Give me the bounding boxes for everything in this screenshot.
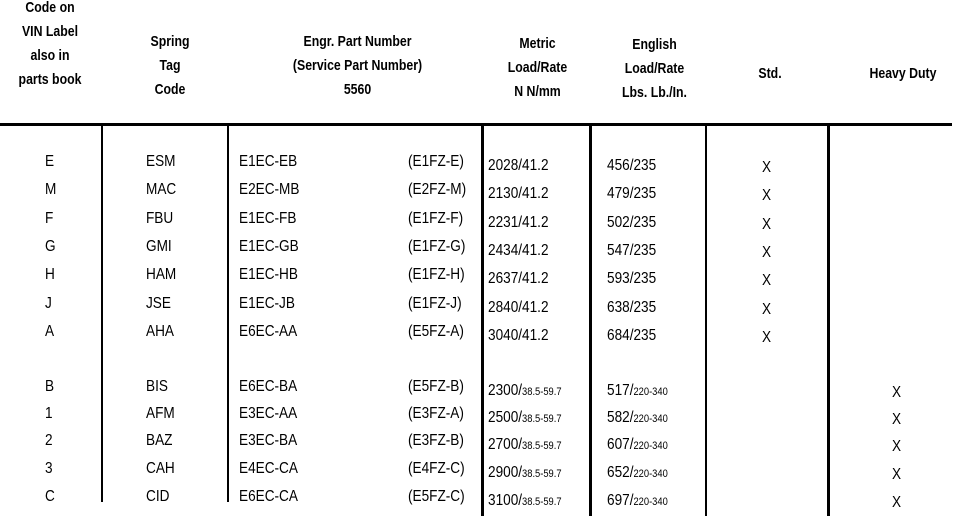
cell-code-value: 1 (45, 405, 53, 422)
cell-spring-tag (146, 459, 175, 479)
cell-service-part-value: (E1FZ-H) (408, 266, 465, 283)
cell-engr-part (239, 294, 295, 314)
cell-code (45, 209, 53, 229)
cell-english (607, 491, 668, 512)
cell-engr-part (239, 377, 297, 397)
cell-metric (488, 491, 562, 512)
cell-english-value: 479/235 (607, 185, 657, 202)
cell-metric-value: 2637/41.2 (488, 270, 549, 287)
cell-engr-part-value: E6EC-AA (239, 323, 298, 340)
cell-engr-part-value: E1EC-GB (239, 238, 299, 255)
header-std-line1: Std. (758, 65, 782, 82)
cell-metric-value: 3100/ (488, 492, 523, 509)
cell-metric-value: 2900/ (488, 464, 523, 481)
header-engr-line2: (Service Part Number) (292, 57, 423, 74)
cell-spring-tag-value: AFM (146, 405, 175, 422)
cell-engr-part-value: E1EC-EB (239, 153, 298, 170)
cell-metric-value: 2231/41.2 (488, 214, 549, 231)
cell-english (607, 408, 668, 429)
header-engr (269, 30, 445, 102)
cell-std-value: X (762, 272, 772, 289)
cell-code-value: E (45, 153, 55, 170)
cell-spring-tag (146, 265, 176, 285)
cell-code-value: 2 (45, 432, 53, 449)
cell-heavy-duty-value: X (892, 466, 902, 483)
cell-engr-part (239, 404, 297, 424)
cell-heavy-duty (892, 383, 901, 403)
cell-std (762, 243, 771, 263)
cell-std-value: X (762, 301, 772, 318)
cell-english-rate-range: 220-340 (633, 468, 668, 480)
cell-service-part (408, 431, 464, 451)
cell-code-value: M (45, 181, 57, 198)
cell-service-part-value: (E4FZ-C) (408, 460, 465, 477)
cell-english-value: 607/ (607, 436, 634, 453)
cell-heavy-duty-value: X (892, 384, 902, 401)
cell-service-part-value: (E5FZ-C) (408, 488, 465, 505)
col-rule-6 (827, 126, 830, 516)
cell-english-value: 502/235 (607, 214, 657, 231)
header-engr-line1: Engr. Part Number (303, 33, 412, 50)
cell-heavy-duty (892, 493, 901, 513)
cell-english-value: 456/235 (607, 157, 657, 174)
cell-spring-tag (146, 294, 171, 314)
cell-service-part (408, 404, 464, 424)
cell-spring-tag (146, 487, 169, 507)
cell-metric-value: 2500/ (488, 409, 523, 426)
cell-std-value: X (762, 244, 772, 261)
cell-spring-tag-value: HAM (146, 266, 177, 283)
cell-spring-tag-value: CID (146, 488, 170, 505)
header-heavy (858, 62, 948, 86)
cell-english-value: 697/ (607, 492, 634, 509)
cell-std-value: X (762, 159, 772, 176)
cell-std (762, 186, 771, 206)
cell-code-value: H (45, 266, 55, 283)
cell-engr-part-value: E2EC-MB (239, 181, 300, 198)
cell-metric (488, 241, 549, 261)
cell-english-value: 684/235 (607, 327, 657, 344)
cell-engr-part-value: E4EC-CA (239, 460, 298, 477)
cell-heavy-duty-value: X (892, 411, 902, 428)
cell-code-value: B (45, 378, 55, 395)
cell-service-part-value: (E1FZ-G) (408, 238, 466, 255)
cell-spring-tag (146, 431, 172, 451)
cell-metric-rate-range: 38.5-59.7 (522, 468, 562, 480)
cell-spring-tag-value: AHA (146, 323, 174, 340)
header-metric (494, 32, 580, 104)
cell-metric-value: 2840/41.2 (488, 299, 549, 316)
cell-code-value: A (45, 323, 55, 340)
cell-english (607, 269, 656, 289)
header-spring-line3: Code (154, 81, 186, 98)
header-english (607, 33, 701, 105)
cell-engr-part (239, 487, 298, 507)
cell-metric-value: 2130/41.2 (488, 185, 549, 202)
header-english-line1: English (632, 36, 677, 53)
cell-spring-tag (146, 377, 168, 397)
cell-metric-rate-range: 38.5-59.7 (522, 496, 562, 508)
cell-english-value: 593/235 (607, 270, 657, 287)
cell-spring-tag-value: BAZ (146, 432, 173, 449)
header-rule (0, 123, 952, 126)
cell-english-rate-range: 220-340 (633, 496, 668, 508)
cell-english (607, 184, 656, 204)
header-spring-line2: Tag (159, 57, 181, 74)
cell-engr-part (239, 237, 299, 257)
header-code-line1: Code on (25, 0, 75, 16)
cell-english-value: 582/ (607, 409, 634, 426)
cell-code-value: G (45, 238, 56, 255)
cell-spring-tag-value: MAC (146, 181, 177, 198)
header-code (13, 0, 87, 92)
cell-spring-tag (146, 237, 172, 257)
cell-metric (488, 156, 549, 176)
cell-english (607, 463, 668, 484)
cell-heavy-duty (892, 465, 901, 485)
header-metric-line1: Metric (519, 35, 556, 52)
cell-std (762, 328, 771, 348)
cell-metric-value: 2300/ (488, 382, 523, 399)
cell-code (45, 265, 55, 285)
cell-service-part (408, 322, 464, 342)
cell-english-value: 517/ (607, 382, 634, 399)
cell-engr-part (239, 431, 297, 451)
cell-code (45, 404, 53, 424)
cell-service-part (408, 377, 464, 397)
cell-engr-part-value: E1EC-FB (239, 210, 297, 227)
cell-english (607, 213, 656, 233)
header-metric-line2: Load/Rate (507, 59, 568, 76)
cell-std (762, 215, 771, 235)
col-rule-4 (589, 126, 592, 516)
cell-heavy-duty (892, 410, 901, 430)
cell-engr-part (239, 322, 297, 342)
cell-service-part (408, 180, 466, 200)
cell-std-value: X (762, 187, 772, 204)
header-spring (129, 30, 211, 102)
header-std (745, 62, 794, 86)
cell-code (45, 459, 53, 479)
cell-service-part (408, 459, 465, 479)
cell-metric (488, 326, 549, 346)
header-english-line2: Load/Rate (624, 60, 685, 77)
cell-english-rate-range: 220-340 (633, 386, 668, 398)
header-code-line4: parts book (18, 71, 82, 88)
cell-service-part-value: (E1FZ-E) (408, 153, 464, 170)
cell-std (762, 158, 771, 178)
cell-metric-rate-range: 38.5-59.7 (522, 386, 562, 398)
cell-spring-tag (146, 322, 174, 342)
cell-spring-tag-value: CAH (146, 460, 175, 477)
cell-code-value: J (45, 295, 52, 312)
cell-english (607, 298, 656, 318)
cell-metric-rate-range: 38.5-59.7 (522, 440, 562, 452)
cell-std (762, 300, 771, 320)
cell-code (45, 152, 54, 172)
col-rule-1 (101, 126, 103, 502)
cell-code (45, 377, 54, 397)
cell-service-part-value: (E3FZ-B) (408, 432, 464, 449)
cell-engr-part-value: E3EC-AA (239, 405, 298, 422)
cell-spring-tag-value: ESM (146, 153, 176, 170)
cell-metric-value: 2028/41.2 (488, 157, 549, 174)
header-code-line2: VIN Label (21, 23, 79, 40)
cell-service-part (408, 237, 465, 257)
cell-service-part (408, 487, 465, 507)
cell-engr-part (239, 265, 298, 285)
cell-service-part (408, 209, 463, 229)
cell-metric-rate-range: 38.5-59.7 (522, 413, 562, 425)
header-heavy-line1: Heavy Duty (869, 65, 937, 82)
header-engr-line3: 5560 (343, 81, 372, 98)
cell-english (607, 381, 668, 402)
cell-code (45, 487, 55, 507)
cell-std (762, 271, 771, 291)
cell-metric-value: 2434/41.2 (488, 242, 549, 259)
cell-heavy-duty (892, 437, 901, 457)
cell-english (607, 326, 656, 346)
col-rule-2 (227, 126, 229, 502)
cell-service-part-value: (E5FZ-B) (408, 378, 464, 395)
cell-std-value: X (762, 216, 772, 233)
cell-english-value: 638/235 (607, 299, 657, 316)
header-code-line3: also in (30, 47, 70, 64)
cell-code-value: C (45, 488, 55, 505)
cell-metric (488, 408, 562, 429)
cell-metric (488, 381, 562, 402)
header-spring-line1: Spring (150, 33, 190, 50)
cell-service-part-value: (E1FZ-J) (408, 295, 462, 312)
cell-service-part (408, 152, 464, 172)
cell-service-part (408, 294, 462, 314)
cell-service-part-value: (E5FZ-A) (408, 323, 464, 340)
cell-metric (488, 213, 549, 233)
cell-spring-tag-value: FBU (146, 210, 174, 227)
cell-code-value: 3 (45, 460, 53, 477)
cell-english-rate-range: 220-340 (633, 413, 668, 425)
cell-spring-tag-value: BIS (146, 378, 168, 395)
cell-code (45, 237, 56, 257)
cell-code (45, 431, 53, 451)
cell-metric (488, 435, 562, 456)
cell-engr-part (239, 180, 299, 200)
cell-spring-tag (146, 180, 176, 200)
cell-service-part (408, 265, 465, 285)
cell-engr-part-value: E3EC-BA (239, 432, 298, 449)
cell-service-part-value: (E1FZ-F) (408, 210, 464, 227)
cell-code (45, 180, 56, 200)
cell-engr-part (239, 459, 298, 479)
cell-spring-tag-value: JSE (146, 295, 171, 312)
cell-metric (488, 269, 549, 289)
cell-service-part-value: (E3FZ-A) (408, 405, 464, 422)
cell-engr-part-value: E1EC-JB (239, 295, 295, 312)
cell-code (45, 294, 52, 314)
cell-engr-part-value: E1EC-HB (239, 266, 298, 283)
cell-metric (488, 298, 549, 318)
cell-spring-tag-value: GMI (146, 238, 172, 255)
cell-spring-tag (146, 404, 175, 424)
cell-english-rate-range: 220-340 (633, 440, 668, 452)
cell-english (607, 241, 656, 261)
cell-english (607, 435, 668, 456)
cell-metric-value: 3040/41.2 (488, 327, 549, 344)
cell-engr-part (239, 152, 297, 172)
cell-code (45, 322, 54, 342)
cell-std-value: X (762, 329, 772, 346)
cell-metric-value: 2700/ (488, 436, 523, 453)
cell-engr-part (239, 209, 296, 229)
cell-engr-part-value: E6EC-CA (239, 488, 298, 505)
cell-heavy-duty-value: X (892, 438, 902, 455)
cell-spring-tag (146, 209, 173, 229)
cell-metric (488, 463, 562, 484)
cell-english-value: 547/235 (607, 242, 657, 259)
cell-english (607, 156, 656, 176)
cell-engr-part-value: E6EC-BA (239, 378, 298, 395)
cell-service-part-value: (E2FZ-M) (408, 181, 467, 198)
cell-spring-tag (146, 152, 175, 172)
cell-metric (488, 184, 549, 204)
header-english-line3: Lbs. Lb./In. (622, 84, 687, 101)
cell-heavy-duty-value: X (892, 494, 902, 511)
cell-english-value: 652/ (607, 464, 634, 481)
col-rule-3 (481, 126, 484, 516)
cell-code-value: F (45, 210, 54, 227)
col-rule-5 (705, 126, 707, 516)
header-metric-line3: N N/mm (514, 83, 561, 100)
